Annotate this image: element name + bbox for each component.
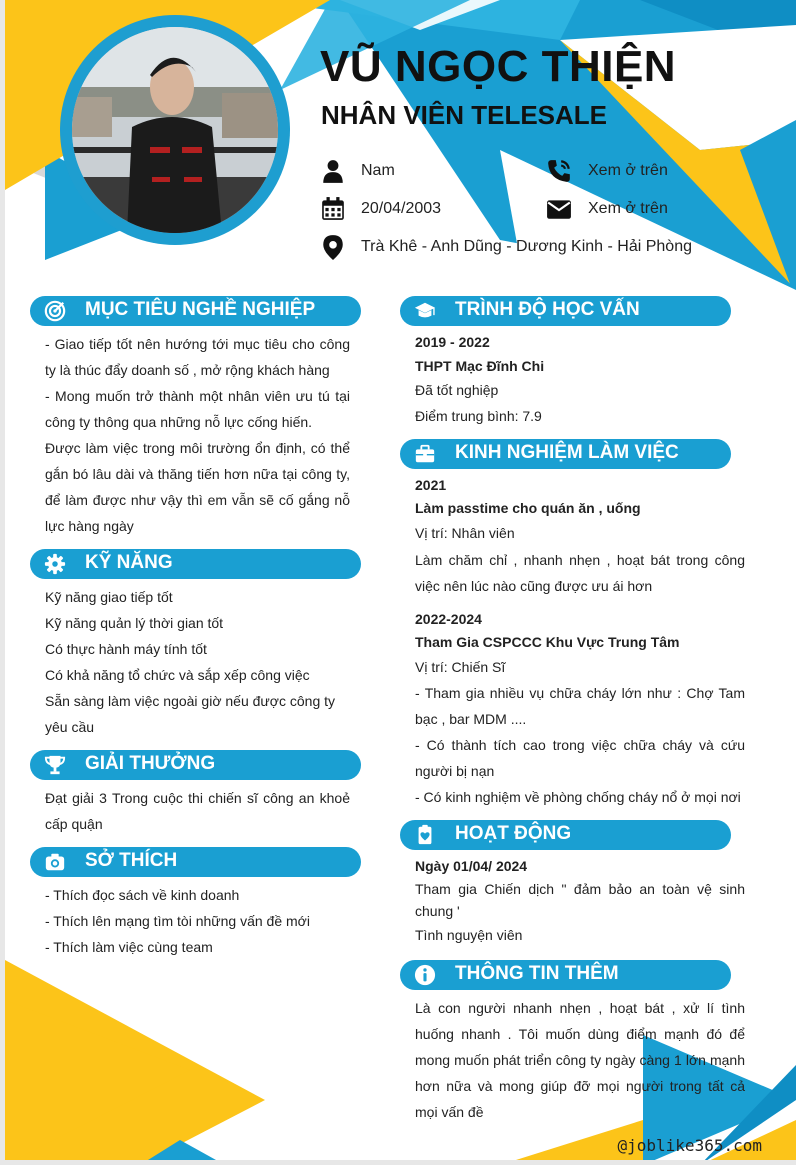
person-icon <box>320 158 346 184</box>
section-title: KỸ NĂNG <box>85 552 173 573</box>
skill-item: Có khả năng tổ chức và sắp xếp công việc <box>45 667 310 683</box>
job-position: Vị trí: Chiến Sĩ <box>415 659 506 675</box>
section-title: GIẢI THƯỞNG <box>85 753 216 774</box>
phone-value: Xem ở trên <box>588 162 668 179</box>
award-item: Đạt giải 3 Trong cuộc thi chiến sĩ công an khoẻ cấp quận <box>45 790 350 832</box>
hobby-item: - Thích đọc sách về kinh doanh <box>45 887 240 903</box>
education-school: THPT Mạc Đĩnh Chi <box>415 358 545 374</box>
hobby-item: - Thích làm việc cùng team <box>45 939 213 955</box>
section-title: MỤC TIÊU NGHỀ NGHIỆP <box>85 299 316 320</box>
skill-item: Kỹ năng quản lý thời gian tốt <box>45 615 224 631</box>
section-title: KINH NGHIỆM LÀM VIỆC <box>455 442 679 463</box>
objective-line: Được làm việc trong môi trường ổn định, có thể gắn bó lâu dài và thăng tiến hơn nữa tại công ty, để làm được như vậy thì em vẫn sẽ cố gắng nỗ lực hàng ngày <box>45 440 350 534</box>
location-icon <box>320 234 346 260</box>
section-header-experience <box>400 439 731 469</box>
section-header-hobbies <box>30 847 361 877</box>
info-icon <box>414 964 436 986</box>
graduation-cap-icon <box>414 300 436 322</box>
job-period: 2022-2024 <box>415 611 482 627</box>
activities-body <box>415 854 745 949</box>
section-header-objective <box>30 296 361 326</box>
objective-line: - Mong muốn trở thành một nhân viên ưu tú tại công ty thông qua những nỗ lực cống hiến. <box>45 388 350 430</box>
section-header-awards <box>30 750 361 780</box>
section-title: SỞ THÍCH <box>85 850 178 871</box>
job-title: NHÂN VIÊN TELESALE <box>321 100 608 130</box>
skills-body <box>45 584 360 740</box>
activity-description: Tham gia Chiến dịch " đảm bảo an toàn vệ sinh chung ' <box>415 881 745 919</box>
additional-body <box>415 995 745 1125</box>
awards-body <box>45 785 350 837</box>
candidate-name: VŨ NGỌC THIỆN <box>320 42 677 91</box>
objective-line: - Giao tiếp tốt nên hướng tới mục tiêu cho công ty là thúc đẩy doanh số , mở rộng khách hàng <box>45 336 350 378</box>
section-header-activities <box>400 820 731 850</box>
job-detail: - Có kinh nghiệm về phòng chống cháy nổ ở mọi nơi <box>415 789 741 805</box>
education-status: Đã tốt nghiệp <box>415 382 499 398</box>
email-icon <box>546 196 572 222</box>
section-title: TRÌNH ĐỘ HỌC VẤN <box>455 299 640 320</box>
job-detail: - Tham gia nhiều vụ chữa cháy lớn như : Chợ Tam bạc , bar MDM .... <box>415 685 745 727</box>
gear-icon <box>44 553 66 575</box>
section-header-additional <box>400 960 731 990</box>
section-header-skills <box>30 549 361 579</box>
experience-job <box>415 607 745 810</box>
section-title: HOẠT ĐỘNG <box>455 823 572 844</box>
email-value: Xem ở trên <box>588 200 668 217</box>
trophy-icon <box>44 754 66 776</box>
skill-item: Sẵn sàng làm việc ngoài giờ nếu được công ty yêu cầu <box>45 693 336 735</box>
hobby-item: - Thích lên mạng tìm tòi những vấn đề mới <box>45 913 310 929</box>
skill-item: Có thực hành máy tính tốt <box>45 641 207 657</box>
job-company: Làm passtime cho quán ăn , uống <box>415 500 641 516</box>
education-body <box>415 330 745 430</box>
profile-photo <box>72 27 278 233</box>
target-icon <box>44 300 66 322</box>
additional-text: Là con người nhanh nhẹn , hoạt bát , xử lí tình huống nhanh . Tôi muốn dùng điểm mạnh đó để mong muốn phát triển công ty ngày càng 1 lớn mạnh hơn nữa và mong giúp đỡ mọi người trong tất cả mọi vấn đề <box>415 1000 745 1120</box>
camera-icon <box>44 851 66 873</box>
address-value: Trà Khê - Anh Dũng - Dương Kinh - Hải Phòng <box>361 238 692 255</box>
phone-icon <box>546 158 572 184</box>
hobbies-body <box>45 882 360 960</box>
section-title: THÔNG TIN THÊM <box>455 963 619 984</box>
job-position: Vị trí: Nhân viên <box>415 525 515 541</box>
activity-date: Ngày 01/04/ 2024 <box>415 858 528 874</box>
skill-item: Kỹ năng giao tiếp tốt <box>45 589 173 605</box>
education-period: 2019 - 2022 <box>415 334 490 350</box>
calendar-icon <box>320 196 346 222</box>
section-header-education <box>400 296 731 326</box>
birthdate-value: 20/04/2003 <box>361 200 442 217</box>
objective-body <box>45 331 350 539</box>
watermark: @joblike365.com <box>617 1136 762 1155</box>
job-company: Tham Gia CSPCCC Khu Vực Trung Tâm <box>415 634 680 650</box>
job-detail: Làm chăm chỉ , nhanh nhẹn , hoạt bát trong công việc nên lúc nào cũng được ưu ái hơn <box>415 552 745 594</box>
job-detail: - Có thành tích cao trong việc chữa cháy và cứu người bị nạn <box>415 737 745 779</box>
job-period: 2021 <box>415 477 447 493</box>
education-gpa: Điểm trung bình: 7.9 <box>415 408 542 424</box>
activity-role: Tình nguyện viên <box>415 927 523 943</box>
gender-value: Nam <box>361 162 395 179</box>
experience-job <box>415 473 745 599</box>
badge-icon <box>414 824 436 846</box>
briefcase-icon <box>414 443 436 465</box>
